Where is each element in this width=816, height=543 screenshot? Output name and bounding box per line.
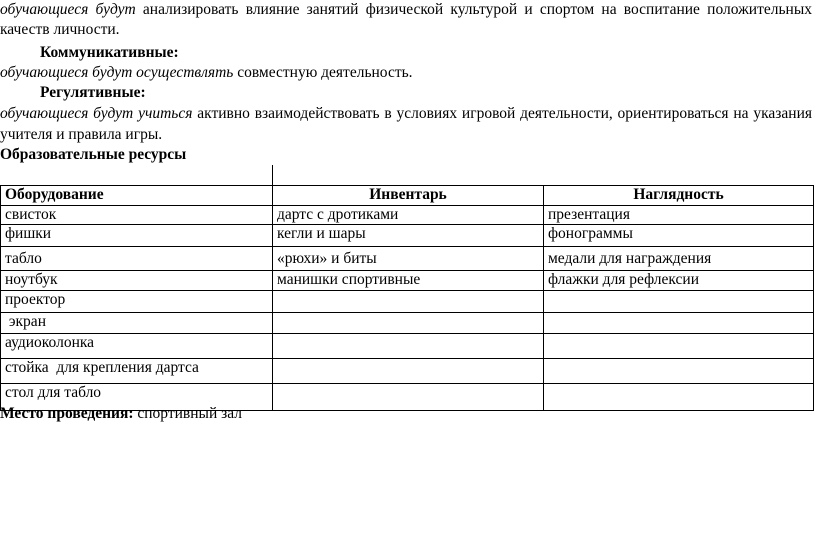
venue-line — [0, 404, 242, 424]
cell-inventory — [273, 313, 544, 334]
cell-visuals — [544, 313, 814, 334]
cell-visuals: презентация — [544, 206, 814, 225]
cell-inventory: манишки спортивные — [273, 271, 544, 291]
cell-visuals — [544, 334, 814, 359]
paragraph-regulatory-line2: учителя и правила игры. — [0, 126, 163, 143]
cell-visuals: медали для награждения — [544, 247, 814, 271]
paragraph-communicative — [0, 63, 413, 83]
paragraph-regulatory-italic: обучающиеся будут учиться — [0, 105, 193, 122]
table-header-row — [1, 186, 814, 206]
cell-visuals: фонограммы — [544, 225, 814, 247]
cell-inventory: дартс с дротиками — [273, 206, 544, 225]
heading-communicative — [40, 43, 179, 63]
cell-equipment: стол для табло — [1, 384, 273, 411]
paragraph-regulatory-text: активно взаимодействовать в условиях игровой деятельности, ориентироваться на указания — [197, 105, 812, 122]
resources-table — [0, 185, 814, 411]
paragraph-communicative-italic: обучающиеся будут осуществлять — [0, 64, 234, 81]
cell-inventory: «рюхи» и биты — [273, 247, 544, 271]
header-equipment: Оборудование — [1, 186, 273, 206]
table-row — [1, 271, 814, 291]
cell-visuals — [544, 291, 814, 313]
cell-inventory — [273, 359, 544, 384]
heading-communicative-text: Коммуникативные: — [40, 44, 179, 61]
table-divider-line — [272, 165, 273, 185]
header-visuals: Наглядность — [544, 186, 814, 206]
paragraph-regulatory-line1 — [0, 104, 812, 124]
cell-inventory — [273, 384, 544, 411]
resources-heading-text: Образовательные ресурсы — [0, 146, 187, 163]
table-row — [1, 334, 814, 359]
paragraph-cognitive-text: анализировать влияние занятий физической культурой и спортом на воспитание положительных — [142, 1, 813, 18]
venue-value: спортивный зал — [137, 405, 242, 422]
cell-visuals — [544, 359, 814, 384]
cell-inventory — [273, 291, 544, 313]
cell-equipment: фишки — [1, 225, 273, 247]
cell-equipment: проектор — [1, 291, 273, 313]
cell-equipment: экран — [1, 313, 273, 334]
heading-regulatory-text: Регулятивные: — [40, 84, 146, 101]
table-row — [1, 359, 814, 384]
cell-equipment: аудиоколонка — [1, 334, 273, 359]
table-row — [1, 313, 814, 334]
cell-inventory — [273, 334, 544, 359]
cell-equipment: табло — [1, 247, 273, 271]
table-row — [1, 291, 814, 313]
cell-visuals: флажки для рефлексии — [544, 271, 814, 291]
venue-label: Место проведения: — [0, 405, 134, 422]
cell-equipment: свисток — [1, 206, 273, 225]
table-row — [1, 206, 814, 225]
table-row — [1, 225, 814, 247]
cell-equipment: ноутбук — [1, 271, 273, 291]
table-row — [1, 247, 814, 271]
cell-visuals — [544, 384, 814, 411]
paragraph-cognitive-line1 — [0, 0, 812, 20]
cell-inventory: кегли и шары — [273, 225, 544, 247]
resources-heading — [0, 145, 186, 165]
paragraph-cognitive-italic: обучающиеся будут — [0, 1, 136, 18]
paragraph-cognitive-line2: качеств личности. — [0, 21, 120, 38]
paragraph-communicative-text: совместную деятельность. — [237, 64, 413, 81]
header-inventory: Инвентарь — [273, 186, 544, 206]
cell-equipment: стойка для крепления дартса — [1, 359, 273, 384]
heading-regulatory — [40, 83, 146, 103]
